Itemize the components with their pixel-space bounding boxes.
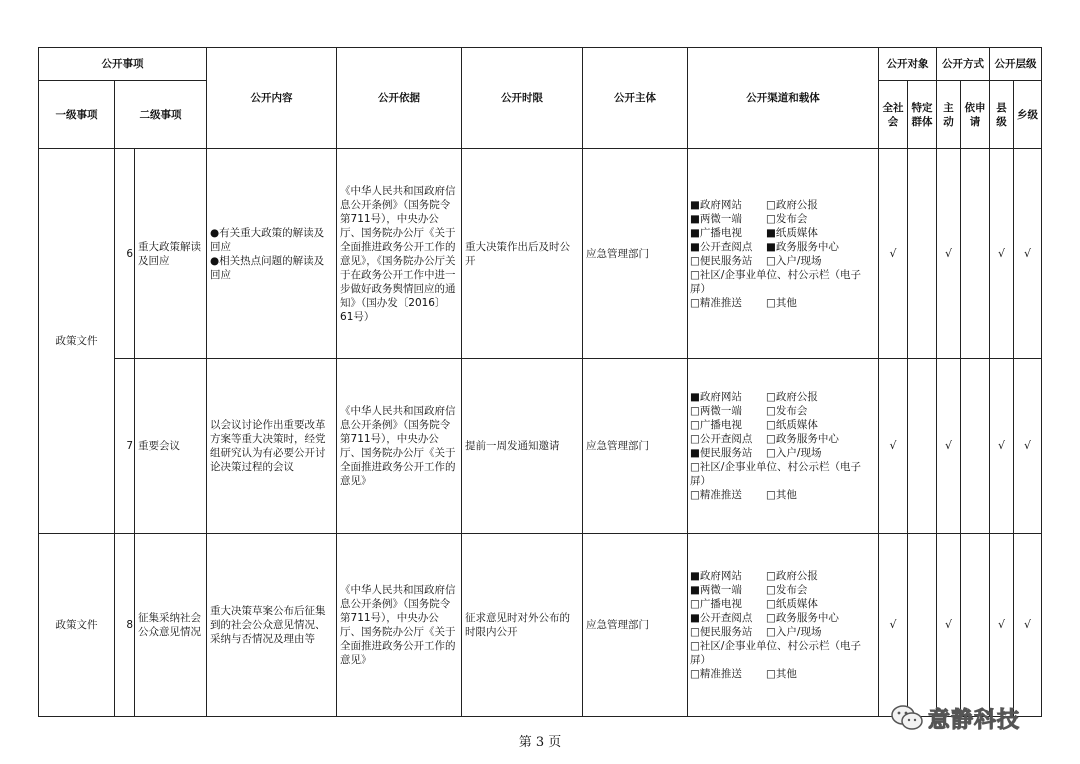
- table-row: [39, 359, 1042, 534]
- channel-option: □政务服务中心: [766, 433, 839, 445]
- time-limit-cell: 重大决策作出后及时公开: [462, 149, 583, 359]
- channel-option: ■纸质媒体: [766, 226, 818, 239]
- check-level-township: √: [1014, 359, 1042, 534]
- channel-line: [690, 639, 876, 667]
- disclosure-table: [38, 47, 1042, 717]
- header-method-apply: 依申请: [961, 81, 990, 149]
- channel-option: □广播电视: [690, 598, 742, 610]
- level1-cell: 政策文件: [39, 149, 115, 534]
- channel-option: ■政府网站: [690, 570, 742, 582]
- row-number: 6: [115, 149, 135, 359]
- channel-option: □其他: [766, 296, 797, 309]
- channel-option: ■公开查阅点: [690, 612, 753, 624]
- header-basis: 公开依据: [337, 48, 462, 149]
- basis-cell: 《中华人民共和国政府信息公开条例》（国务院令第711号），中央办公厅、国务院办公厅《关于全面推进政务公开工作的意见》: [337, 534, 462, 717]
- channel-line: [690, 446, 876, 460]
- channel-line: [690, 198, 876, 212]
- channel-option: □入户/现场: [766, 626, 822, 638]
- channel-line: [690, 418, 876, 432]
- channel-option: □精准推送: [690, 489, 742, 501]
- header-method-active: 主动: [937, 81, 961, 149]
- check-level-township: √: [1014, 534, 1042, 717]
- level2-cell: 重要会议: [135, 359, 207, 534]
- channel-option: ■政务服务中心: [766, 240, 839, 253]
- subject-cell: 应急管理部门: [583, 359, 688, 534]
- channel-line: [690, 226, 876, 240]
- channel-line: [690, 569, 876, 583]
- channel-option: □精准推送: [690, 668, 742, 680]
- channel-line: [690, 667, 876, 681]
- basis-cell: 《中华人民共和国政府信息公开条例》（国务院令第711号），中央办公厅、国务院办公厅《关于全面推进政务公开工作的意见》，《国务院办公厅关于在政务公开工作中进一步做好政务舆情回应的通知》（国办发〔2016〕61号）: [337, 149, 462, 359]
- channel-option: □政务服务中心: [766, 612, 839, 624]
- channel-option: □纸质媒体: [766, 598, 818, 610]
- check-target-all: √: [879, 359, 908, 534]
- channel-line: [690, 404, 876, 418]
- time-limit-cell: 提前一周发通知邀请: [462, 359, 583, 534]
- header-target-all: 全社会: [879, 81, 908, 149]
- channels-cell: [688, 149, 879, 359]
- channel-option: □政府公报: [766, 570, 818, 582]
- channel-option: ■政府网站: [690, 198, 742, 211]
- content-text: ●有关重大政策的解读及回应 ●相关热点问题的解读及回应: [210, 226, 325, 281]
- channel-line: [690, 240, 876, 254]
- check-target-specific: [908, 149, 937, 359]
- header-subject: 公开主体: [583, 48, 688, 149]
- check-method-active: √: [937, 534, 961, 717]
- channel-option: ■政府网站: [690, 391, 742, 403]
- channel-line: [690, 296, 876, 310]
- watermark: [890, 700, 1060, 736]
- channel-line: [690, 597, 876, 611]
- header-level2: 二级事项: [115, 81, 207, 149]
- header-level: 公开层级: [990, 48, 1042, 81]
- channels-cell: [688, 534, 879, 717]
- channel-option: ■两微一端: [690, 584, 742, 596]
- channel-option: □便民服务站: [690, 626, 753, 638]
- channel-option: □社区/企事业单位、村公示栏（电子屏）: [690, 640, 861, 666]
- watermark-text: 意静科技: [928, 707, 1021, 733]
- header-level1: 一级事项: [39, 81, 115, 149]
- channel-option: □社区/企事业单位、村公示栏（电子屏）: [690, 461, 861, 487]
- header-target-specific: 特定群体: [908, 81, 937, 149]
- channel-option: □社区/企事业单位、村公示栏（电子屏）: [690, 268, 861, 295]
- channel-line: [690, 390, 876, 404]
- check-method-active: √: [937, 149, 961, 359]
- channel-line: [690, 212, 876, 226]
- channel-option: □发布会: [766, 405, 808, 417]
- check-method-apply: [961, 149, 990, 359]
- time-limit-cell: 征求意见时对外公布的时限内公开: [462, 534, 583, 717]
- channel-option: □入户/现场: [766, 447, 822, 459]
- check-method-apply: [961, 534, 990, 717]
- subject-cell: 应急管理部门: [583, 149, 688, 359]
- channel-option: □政府公报: [766, 198, 818, 211]
- header-target: 公开对象: [879, 48, 937, 81]
- table-row: [39, 149, 1042, 359]
- row-number: 7: [115, 359, 135, 534]
- check-method-active: √: [937, 359, 961, 534]
- channel-line: [690, 583, 876, 597]
- content-cell: 重大决策草案公布后征集到的社会公众意见情况、采纳与否情况及理由等: [207, 534, 337, 717]
- check-level-county: √: [990, 149, 1014, 359]
- check-target-specific: [908, 534, 937, 717]
- channel-option: □入户/现场: [766, 254, 822, 267]
- table-row: [39, 534, 1042, 717]
- content-cell: 以会议讨论作出重要改革方案等重大决策时，经党组研究认为有必要公开讨论决策过程的会议: [207, 359, 337, 534]
- level2-cell: 重大政策解读及回应: [135, 149, 207, 359]
- channel-option: □发布会: [766, 212, 808, 225]
- header-disclosure-item: 公开事项: [39, 48, 207, 81]
- header-channels: 公开渠道和载体: [688, 48, 879, 149]
- channel-line: [690, 460, 876, 488]
- channel-option: □精准推送: [690, 296, 742, 309]
- channel-line: [690, 611, 876, 625]
- check-target-all: √: [879, 534, 908, 717]
- header-method: 公开方式: [937, 48, 990, 81]
- channel-option: ■便民服务站: [690, 447, 753, 459]
- check-level-township: √: [1014, 149, 1042, 359]
- header-content: 公开内容: [207, 48, 337, 149]
- channel-option: □广播电视: [690, 419, 742, 431]
- channel-option: □发布会: [766, 584, 808, 596]
- channel-option: □其他: [766, 668, 797, 680]
- level2-cell: 征集采纳社会公众意见情况: [135, 534, 207, 717]
- level1-cell: 政策文件: [39, 534, 115, 717]
- channel-option: ■两微一端: [690, 212, 742, 225]
- check-method-apply: [961, 359, 990, 534]
- row-number: 8: [115, 534, 135, 717]
- channel-line: [690, 254, 876, 268]
- channel-line: [690, 488, 876, 502]
- channel-option: □两微一端: [690, 405, 742, 417]
- check-level-county: √: [990, 534, 1014, 717]
- channel-option: ■公开查阅点: [690, 240, 753, 253]
- channel-option: □公开查阅点: [690, 433, 753, 445]
- channels-cell: [688, 359, 879, 534]
- content-cell: [207, 149, 337, 359]
- channel-option: □便民服务站: [690, 254, 753, 267]
- basis-cell: 《中华人民共和国政府信息公开条例》（国务院令第711号），中央办公厅、国务院办公厅《关于全面推进政务公开工作的意见》: [337, 359, 462, 534]
- channel-option: ■广播电视: [690, 226, 742, 239]
- header-level-county: 县级: [990, 81, 1014, 149]
- wechat-icon: [890, 704, 924, 732]
- channel-option: □其他: [766, 489, 797, 501]
- channel-line: [690, 625, 876, 639]
- channel-line: [690, 268, 876, 296]
- check-level-county: √: [990, 359, 1014, 534]
- check-target-all: √: [879, 149, 908, 359]
- page-number: 第 3 页: [518, 735, 562, 750]
- subject-cell: 应急管理部门: [583, 534, 688, 717]
- channel-option: □政府公报: [766, 391, 818, 403]
- channel-option: □纸质媒体: [766, 419, 818, 431]
- header-level-township: 乡级: [1014, 81, 1042, 149]
- channel-line: [690, 432, 876, 446]
- header-time-limit: 公开时限: [462, 48, 583, 149]
- check-target-specific: [908, 359, 937, 534]
